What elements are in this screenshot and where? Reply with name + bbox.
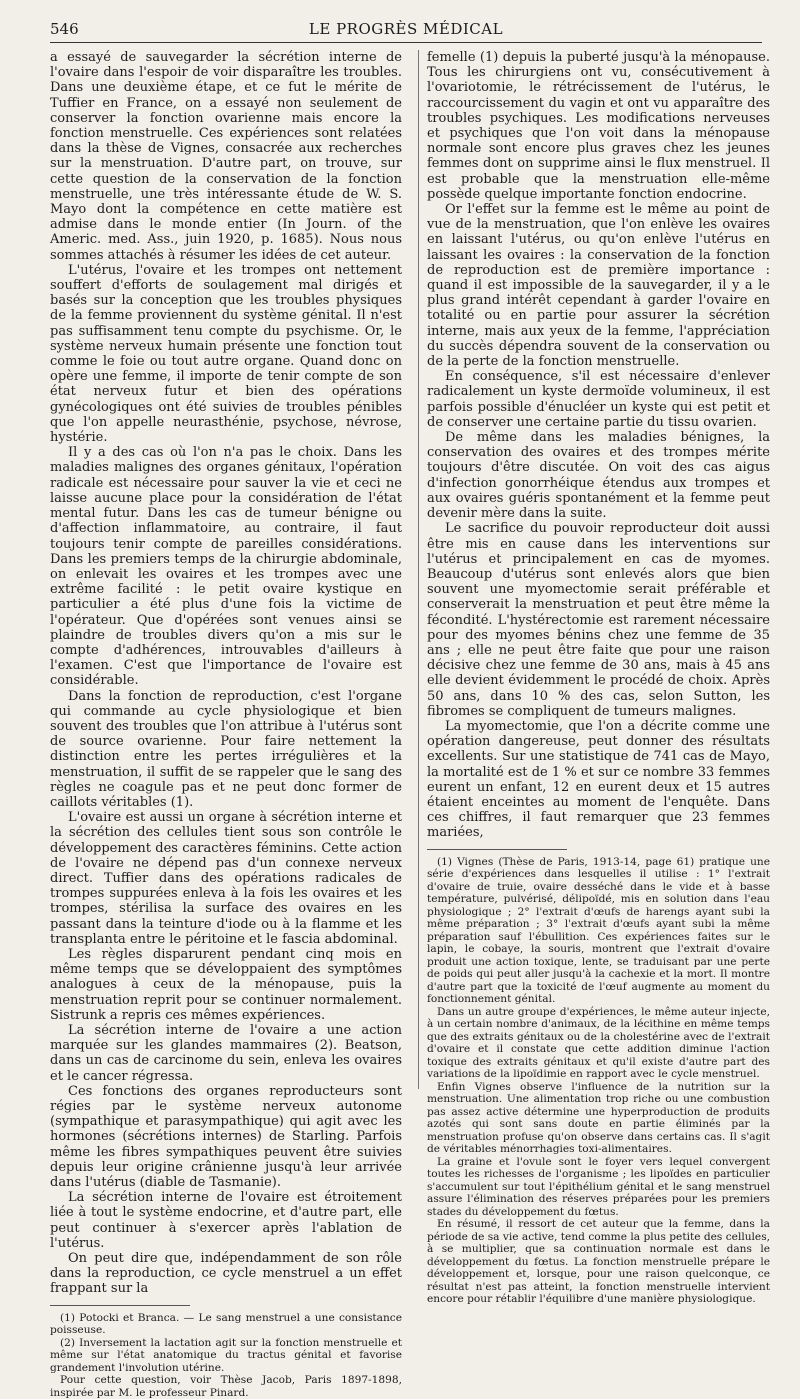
- paragraph: Le sacrifice du pouvoir reproducteur doit aussi être mis en cause dans les interventions sur l'utérus et principalement en cas de myomes. Beaucoup d'utérus sont enlevés alors que bien souvent une myomectomie serait préférable et conserverait la menstruation et peut être même la fécondité. L'hystérectomie est rarement nécessaire pour des myomes bénins chez une femme de 35 ans ; elle ne peut être faite que pour une raison décisive chez une femme de 30 ans, mais à 45 ans elle devient évidemment le procédé de choix. Après 50 ans, dans 10 % des cas, selon Sutton, les fibromes se compliquent de tumeurs malignes.: [427, 521, 770, 719]
- footnotes-left: [50, 1312, 402, 1399]
- paragraph: On peut dire que, indépendamment de son rôle dans la reproduction, ce cycle menstruel a un effet frappant sur la: [50, 1251, 402, 1297]
- footnote-separator: [50, 1305, 190, 1306]
- footnotes-right: [427, 856, 770, 1306]
- paragraph: Dans la fonction de reproduction, c'est l'organe qui commande au cycle physiologique et bien souvent des troubles que l'on attribue à l'utérus sont de source ovarienne. Pour faire nettement la distinction entre les pertes irrégulières et la menstruation, il suffit de se rappeler que le sang des règles ne coagule pas et ne peut donc former de caillots véritables (1).: [50, 688, 402, 810]
- paragraph: Il y a des cas où l'on n'a pas le choix. Dans les maladies malignes des organes génitaux, l'opération radicale est nécessaire pour sauver la vie et ceci ne laisse aucune place pour la considération de l'état mental futur. Dans les cas de tumeur bénigne ou d'affection inflammatoire, au contraire, il faut toujours tenir compte de pareilles considérations. Dans les premiers temps de la chirurgie abdominale, on enlevait les ovaires et les trompes avec une extrême facilité : le petit ovaire kystique en particulier a été plus d'une fois la victime de l'opérateur. Que d'opérées sont venues ainsi se plaindre de troubles divers qu'on a mis sur le compte d'adhérences, introuvables d'ailleurs à l'examen. C'est que l'importance de l'ovaire est considérable.: [50, 445, 402, 689]
- footnote: Dans un autre groupe d'expériences, le même auteur injecte, à un certain nombre d'animaux, de la lécithine en même temps que des extraits génitaux ou de la cholestérine avec de l'extrait d'ovaire et il constate que cette addition diminue l'action toxique des extraits génitaux et qu'il existe d'autre part des variations de la lipoïdimie en rapport avec le cycle menstruel.: [427, 1005, 770, 1081]
- running-title: LE PROGRÈS MÉDICAL: [308, 20, 504, 38]
- footnote: (1) Vignes (Thèse de Paris, 1913-14, page 61) pratique une série d'expériences dans lesquelles il utilise : 1° l'extrait d'ovaire de truie, ovaire desséché dans le vide et à basse température, pulvérisé, délipoïdé, mis en solution dans l'eau physiologique ; 2° l'extrait d'œufs de harengs ayant subi la même préparation ; 3° l'extrait d'œufs ayant subi la même préparation sauf l'ébullition. Ces expériences faites sur le lapin, le cobaye, la souris, montrent que l'extrait d'ovaire produit une action toxique, lente, se traduisant par une perte de poids qui peut aller jusqu'à la cachexie et la mort. Il montre d'autre part que la toxicité de l'œuf augmente au moment du fonctionnement génital.: [427, 855, 770, 1006]
- paragraph: La myomectomie, que l'on a décrite comme une opération dangereuse, peut donner des résultats excellents. Sur une statistique de 741 cas de Mayo, la mortalité est de 1 % et sur ce nombre 33 femmes eurent un enfant, 12 en eurent deux et 15 autres étaient enceintes au moment de l'enquête. Dans ces chiffres, il faut remarquer que 23 femmes mariées,: [427, 718, 770, 841]
- footnote: Pour cette question, voir Thèse Jacob, Paris 1897-1898, inspirée par M. le professeur Pinard.: [50, 1374, 402, 1399]
- page-header: [50, 14, 762, 43]
- footnote: La graine et l'ovule sont le foyer vers lequel convergent toutes les richesses de l'organisme ; les lipoïdes en particulier s'accumulent sur tout l'épithélium génital et le sang menstruel assure l'élimination des réserves préparées pour les premiers stades du développement du fœtus.: [427, 1155, 770, 1218]
- paragraph: De même dans les maladies bénignes, la conservation des ovaires et des trompes mérite toujours d'être discutée. On voit des cas aigus d'infection gonorrhéique étendus aux trompes et aux ovaires guéris spontanément et la femme peut devenir mère dans la suite.: [427, 430, 770, 522]
- page-number: 546: [50, 20, 79, 38]
- paragraph: Ces fonctions des organes reproducteurs sont régies par le système nerveux autonome (sympathique et parasympathique) qui agit avec les hormones (sécrétions internes) de Starling. Parfois même les fibres sympathiques peuvent être suivies depuis leur origine crânienne jusqu'à leur arrivée dans l'utérus (diable de Tasmanie).: [50, 1083, 402, 1191]
- paragraph: Les règles disparurent pendant cinq mois en même temps que se développaient des symptômes analogues à ceux de la ménopause, puis la menstruation reprit pour se continuer normalement. Sistrunk a repris ces mêmes expériences.: [50, 946, 402, 1023]
- footnote-separator: [427, 849, 567, 850]
- paragraph: L'utérus, l'ovaire et les trompes ont nettement souffert d'efforts de soulagement mal dirigés et basés sur la conception que les troubles physiques de la femme proviennent du système génital. Il n'est pas suffisamment tenu compte du psychisme. Or, le système nerveux humain présente une fonction tout comme le foie ou tout autre organe. Quand donc on opère une femme, il importe de tenir compte de son état nerveux futur et bien des opérations gynécologiques ont été suivies de troubles pénibles que l'on appelle neurasthénie, psychose, névrose, hystérie.: [50, 262, 402, 446]
- paragraph: L'ovaire est aussi un organe à sécrétion interne et la sécrétion des cellules tient sous son contrôle le développement des caractères féminins. Cette action de l'ovaire ne dépend pas d'un connexe nerveux direct. Tuffier dans des opérations radicales de trompes suppurées enleva à la fois les ovaires et les trompes, stérilisa la surface des ovaires en les passant dans la teinture d'iode ou à la flamme et les transplanta entre le péritoine et le fascia abdominal.: [50, 810, 402, 947]
- paragraph: femelle (1) depuis la puberté jusqu'à la ménopause. Tous les chirurgiens ont vu, consécutivement à l'ovariotomie, le rétrécissement de l'utérus, le raccourcissement du vagin et ont vu apparaître des troubles psychiques. Les modifications nerveuses et psychiques que l'on voit dans la ménopause normale sont encore plus graves chez les jeunes femmes dont on supprime ainsi le flux menstruel. Il est probable que la menstruation elle-même possède quelque importante fonction endocrine.: [427, 50, 770, 202]
- footnote: En résumé, il ressort de cet auteur que la femme, dans la période de sa vie active, tend comme la plus petite des cellules, à se multiplier, que sa continuation normale est dans le développement du fœtus. La fonction menstruelle prépare le développement et, lorsque, pour une raison quelconque, ce résultat n'est pas atteint, la fonction menstruelle intervient encore pour rétablir l'équilibre d'une manière physiologique.: [427, 1218, 770, 1306]
- paragraph: En conséquence, s'il est nécessaire d'enlever radicalement un kyste dermoïde volumineux, il est parfois possible d'énucléer un kyste qui est petit et de conserver une certaine partie du tissu ovarien.: [427, 369, 770, 430]
- paragraph: La sécrétion interne de l'ovaire est étroitement liée à tout le système endocrine, et d'autre part, elle peut continuer à s'exercer après l'ablation de l'utérus.: [50, 1190, 402, 1251]
- right-column: [418, 50, 770, 1306]
- footnote: Enfin Vignes observe l'influence de la nutrition sur la menstruation. Une alimentation trop riche ou une combustion pas assez active détermine une hyperproduction de produits azotés qui sont sans doute en partie éliminés par la menstruation profuse qu'on observe dans certains cas. Il s'agit de véritables ménorrhagies toxi-alimentaires.: [427, 1080, 770, 1156]
- left-column: [50, 50, 402, 1399]
- footnote: (1) Potocki et Branca. — Le sang menstruel a une consistance poisseuse.: [50, 1311, 402, 1337]
- paragraph: La sécrétion interne de l'ovaire a une action marquée sur les glandes mammaires (2). Beatson, dans un cas de carcinome du sein, enleva les ovaires et le cancer régressa.: [50, 1023, 402, 1084]
- paragraph: Or l'effet sur la femme est le même au point de vue de la menstruation, que l'on enlève les ovaires en laissant l'utérus, ou qu'on enlève l'utérus en laissant les ovaires : la conservation de la fonction de reproduction est de première importance : quand il est impossible de la sauvegarder, il y a le plus grand intérêt cependant à garder l'ovaire en totalité ou en partie pour assurer la sécrétion interne, mais aux yeux de la femme, l'appréciation du succès dépendra souvent de la conservation ou de la perte de la fonction menstruelle.: [427, 202, 770, 370]
- footnote: (2) Inversement la lactation agit sur la fonction menstruelle et même sur l'état anatomique du tractus génital et favorise grandement l'involution utérine.: [50, 1336, 402, 1374]
- paragraph: a essayé de sauvegarder la sécrétion interne de l'ovaire dans l'espoir de voir disparaître les troubles. Dans une deuxième étape, et ce fut le mérite de Tuffier en France, on a essayé non seulement de conserver la fonction ovarienne mais encore la fonction menstruelle. Ces expériences sont relatées dans la thèse de Vignes, consacrée aux recherches sur la menstruation. D'autre part, on trouve, sur cette question de la conservation de la fonction menstruelle, une très intéressante étude de W. S. Mayo dont la compétence en cette matière est admise dans le monde entier (In Journ. of the Americ. med. Ass., juin 1920, p. 1685). Nous nous sommes attachés à résumer les idées de cet auteur.: [50, 50, 402, 263]
